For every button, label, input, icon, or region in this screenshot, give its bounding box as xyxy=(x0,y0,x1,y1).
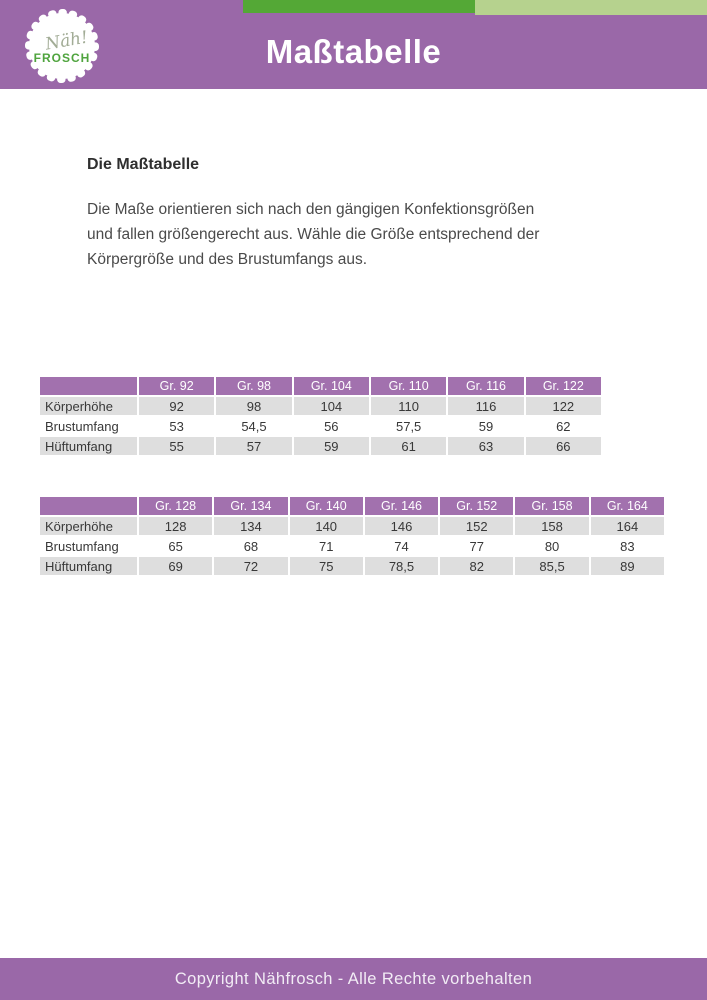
table-row xyxy=(40,557,664,575)
value-cell: 74 xyxy=(365,537,438,555)
value-cell: 63 xyxy=(448,437,523,455)
value-cell: 56 xyxy=(294,417,369,435)
value-cell: 59 xyxy=(448,417,523,435)
value-cell: 68 xyxy=(214,537,287,555)
size-table-92-122 xyxy=(38,375,603,457)
column-header-cell xyxy=(40,377,137,395)
value-cell: 92 xyxy=(139,397,214,415)
intro-paragraph xyxy=(87,197,652,272)
value-cell: 65 xyxy=(139,537,212,555)
value-cell: 128 xyxy=(139,517,212,535)
value-cell: 116 xyxy=(448,397,523,415)
value-cell: 85,5 xyxy=(515,557,588,575)
value-cell: 71 xyxy=(290,537,363,555)
value-cell: 158 xyxy=(515,517,588,535)
page-title: Maßtabelle xyxy=(265,33,442,70)
value-cell: 80 xyxy=(515,537,588,555)
row-label-cell: Brustumfang xyxy=(40,417,137,435)
column-header-cell: Gr. 140 xyxy=(290,497,363,515)
header-accent-bar-dark-green xyxy=(243,0,475,13)
page-footer xyxy=(0,958,707,1000)
column-header-cell: Gr. 122 xyxy=(526,377,601,395)
row-label-cell: Hüftumfang xyxy=(40,557,137,575)
size-table-128-164 xyxy=(38,495,666,577)
value-cell: 152 xyxy=(440,517,513,535)
intro-paragraph-line: Die Maße orientieren sich nach den gängigen Konfektionsgrößen xyxy=(87,201,535,218)
value-cell: 83 xyxy=(591,537,664,555)
column-header-cell: Gr. 98 xyxy=(216,377,291,395)
row-label-cell: Hüftumfang xyxy=(40,437,137,455)
logo-script-text: Näh! xyxy=(43,27,90,55)
column-header-cell xyxy=(40,497,137,515)
copyright-text: Copyright Nähfrosch - Alle Rechte vorbehalten xyxy=(174,970,533,988)
table-row xyxy=(40,517,664,535)
table-row xyxy=(40,397,601,415)
value-cell: 55 xyxy=(139,437,214,455)
value-cell: 57,5 xyxy=(371,417,446,435)
row-label-cell: Körperhöhe xyxy=(40,517,137,535)
value-cell: 69 xyxy=(139,557,212,575)
table-row xyxy=(40,437,601,455)
column-header-cell: Gr. 146 xyxy=(365,497,438,515)
column-header-cell: Gr. 134 xyxy=(214,497,287,515)
column-header-cell: Gr. 164 xyxy=(591,497,664,515)
value-cell: 53 xyxy=(139,417,214,435)
column-header-cell: Gr. 152 xyxy=(440,497,513,515)
value-cell: 134 xyxy=(214,517,287,535)
row-label-cell: Brustumfang xyxy=(40,537,137,555)
value-cell: 62 xyxy=(526,417,601,435)
intro-paragraph-line: Körpergröße und des Brustumfangs aus. xyxy=(87,251,368,268)
column-header-cell: Gr. 158 xyxy=(515,497,588,515)
value-cell: 146 xyxy=(365,517,438,535)
value-cell: 72 xyxy=(214,557,287,575)
value-cell: 82 xyxy=(440,557,513,575)
header-accent-bar-light-green xyxy=(475,0,707,15)
table-row xyxy=(40,537,664,555)
value-cell: 75 xyxy=(290,557,363,575)
value-cell: 89 xyxy=(591,557,664,575)
value-cell: 122 xyxy=(526,397,601,415)
page-header xyxy=(0,0,707,89)
row-label-cell: Körperhöhe xyxy=(40,397,137,415)
value-cell: 57 xyxy=(216,437,291,455)
column-header-cell: Gr. 116 xyxy=(448,377,523,395)
value-cell: 61 xyxy=(371,437,446,455)
table-row xyxy=(40,417,601,435)
value-cell: 78,5 xyxy=(365,557,438,575)
column-header-cell: Gr. 104 xyxy=(294,377,369,395)
section-heading: Die Maßtabelle xyxy=(87,156,200,173)
value-cell: 110 xyxy=(371,397,446,415)
value-cell: 77 xyxy=(440,537,513,555)
value-cell: 66 xyxy=(526,437,601,455)
value-cell: 104 xyxy=(294,397,369,415)
value-cell: 59 xyxy=(294,437,369,455)
value-cell: 98 xyxy=(216,397,291,415)
column-header-cell: Gr. 128 xyxy=(139,497,212,515)
value-cell: 54,5 xyxy=(216,417,291,435)
column-header-cell: Gr. 92 xyxy=(139,377,214,395)
value-cell: 140 xyxy=(290,517,363,535)
intro-paragraph-line: und fallen größengerecht aus. Wähle die Größe entsprechend der xyxy=(87,226,540,243)
logo-name-text: FROSCH xyxy=(33,51,91,65)
column-header-cell: Gr. 110 xyxy=(371,377,446,395)
value-cell: 164 xyxy=(591,517,664,535)
